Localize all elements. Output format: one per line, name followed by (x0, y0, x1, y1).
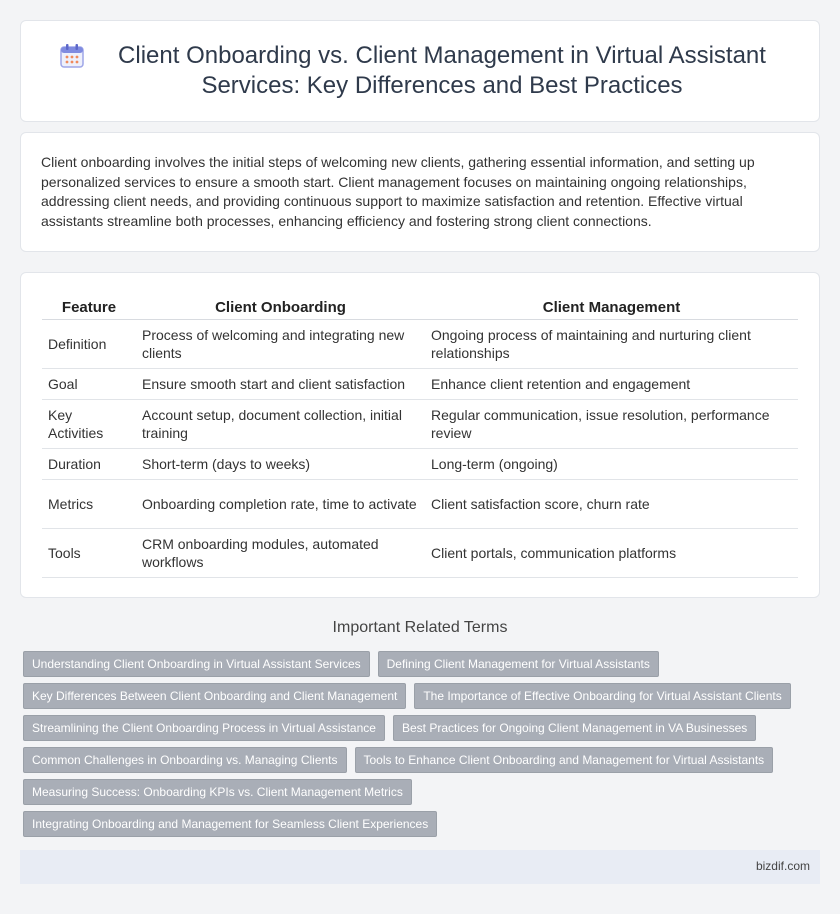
related-term-tag[interactable]: Defining Client Management for Virtual Assistants (378, 651, 659, 677)
table-cell: Enhance client retention and engagement (425, 369, 798, 400)
table-cell: Long-term (ongoing) (425, 449, 798, 480)
comparison-table (42, 295, 798, 578)
comparison-card (20, 272, 820, 598)
table-row (42, 400, 798, 449)
page-title: Client Onboarding vs. Client Management in Virtual Assistant Services: Key Differences and Best Practices (118, 42, 766, 99)
table-cell: Goal (42, 369, 136, 400)
table-cell: Ongoing process of maintaining and nurturing client relationships (425, 320, 798, 369)
table-row (42, 529, 798, 578)
table-row (42, 480, 798, 529)
table-cell: Ensure smooth start and client satisfaction (136, 369, 425, 400)
intro-card (20, 132, 820, 252)
column-header-client-onboarding: Client Onboarding (136, 295, 425, 320)
column-header-client-management: Client Management (425, 295, 798, 320)
table-row (42, 369, 798, 400)
table-header-row (42, 295, 798, 320)
table-row (42, 320, 798, 369)
calendar-icon (58, 42, 86, 70)
footer-site-link[interactable]: bizdif.com (755, 859, 810, 873)
table-cell: Process of welcoming and integrating new clients (136, 320, 425, 369)
related-term-tag[interactable]: Tools to Enhance Client Onboarding and Management for Virtual Assistants (355, 747, 774, 773)
related-term-tag[interactable]: Integrating Onboarding and Management for Seamless Client Experiences (23, 811, 437, 837)
table-cell: CRM onboarding modules, automated workflows (136, 529, 425, 578)
table-cell: Metrics (42, 480, 136, 529)
related-terms-list (23, 651, 813, 843)
table-cell: Regular communication, issue resolution, performance review (425, 400, 798, 449)
table-cell: Onboarding completion rate, time to activate (136, 480, 425, 529)
related-term-tag[interactable]: Streamlining the Client Onboarding Process in Virtual Assistance (23, 715, 385, 741)
footer (20, 850, 820, 884)
related-term-tag[interactable]: Best Practices for Ongoing Client Management in VA Businesses (393, 715, 756, 741)
related-term-tag[interactable]: The Importance of Effective Onboarding for Virtual Assistant Clients (414, 683, 790, 709)
table-cell: Definition (42, 320, 136, 369)
related-term-tag[interactable]: Key Differences Between Client Onboarding and Client Management (23, 683, 406, 709)
table-cell: Client satisfaction score, churn rate (425, 480, 798, 529)
intro-paragraph: Client onboarding involves the initial steps of welcoming new clients, gathering essential information, and setting up personalized services to ensure a smooth start. Client management focuses on maintaining ongoing relationships, addressing client needs, and providing continuous support to maximize satisfaction and retention. Effective virtual assistants streamline both processes, enhancing efficiency and fostering strong client connections. (41, 154, 755, 229)
related-term-tag[interactable]: Common Challenges in Onboarding vs. Managing Clients (23, 747, 347, 773)
table-cell: Tools (42, 529, 136, 578)
related-term-tag[interactable]: Understanding Client Onboarding in Virtual Assistant Services (23, 651, 370, 677)
table-cell: Short-term (days to weeks) (136, 449, 425, 480)
table-row (42, 449, 798, 480)
table-cell: Duration (42, 449, 136, 480)
related-term-tag[interactable]: Measuring Success: Onboarding KPIs vs. Client Management Metrics (23, 779, 412, 805)
column-header-feature: Feature (42, 295, 136, 320)
title-card (20, 20, 820, 122)
related-terms-heading: Important Related Terms (332, 619, 508, 636)
table-cell: Key Activities (42, 400, 136, 449)
table-cell: Client portals, communication platforms (425, 529, 798, 578)
table-cell: Account setup, document collection, initial training (136, 400, 425, 449)
